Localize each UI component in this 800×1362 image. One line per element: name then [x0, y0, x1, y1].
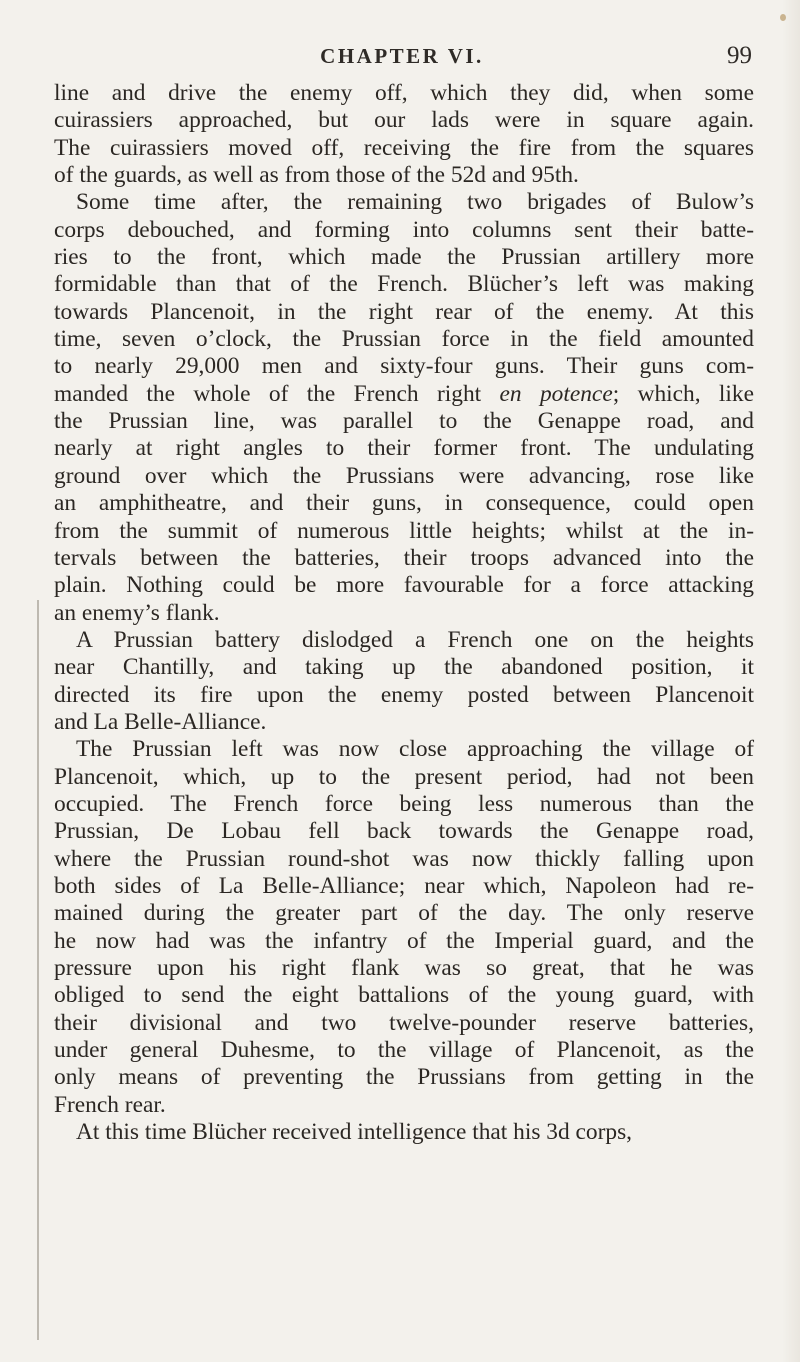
text-run: tervals between the batteries, their troops advanced into the: [54, 544, 754, 571]
text-line: [54, 381, 754, 408]
text-run: ries to the front, which made the Prussian artillery more: [54, 244, 754, 271]
text-run: plain. Nothing could be more favourable for a force attacking: [54, 572, 754, 599]
page-stain: [780, 14, 786, 21]
text-line: [54, 1092, 754, 1119]
text-run: towards Plancenoit, in the right rear of the enemy. At this: [54, 298, 754, 325]
text-line: [54, 572, 754, 599]
body-text: [54, 80, 754, 1146]
text-run: an enemy’s flank.: [54, 599, 220, 626]
text-run: ground over which the Prussians were advancing, rose like: [54, 462, 754, 489]
margin-rule: [37, 600, 39, 1340]
text-run: The cuirassiers moved off, receiving the fire from the squares: [54, 134, 754, 161]
text-line: [54, 736, 754, 763]
text-run: their divisional and two twelve-pounder reserve batteries,: [54, 1009, 754, 1036]
text-run: the Prussian line, was parallel to the Genappe road, and: [54, 408, 754, 435]
text-run: under general Duhesme, to the village of Plancenoit, as the: [54, 1037, 754, 1064]
text-run: At this time Blücher received intelligence that his 3d corps,: [76, 1119, 633, 1146]
text-line: [54, 600, 754, 627]
text-line: [54, 189, 754, 216]
page-header: [52, 44, 752, 74]
text-line: [54, 353, 754, 380]
text-line: [54, 107, 754, 134]
text-run: pressure upon his right flank was so great, that he was: [54, 955, 754, 981]
text-run: Prussian, De Lobau fell back towards the Genappe road,: [54, 818, 754, 845]
text-line: [54, 299, 754, 326]
text-line: [54, 271, 754, 298]
text-line: [54, 217, 754, 244]
text-run: Some time after, the remaining two brigades of Bulow’s: [76, 189, 754, 216]
text-line: [54, 435, 754, 462]
page-number: 99: [727, 42, 752, 69]
text-run: obliged to send the eight battalions of the young guard, with: [54, 982, 754, 1009]
text-line: [54, 654, 754, 681]
text-line: [54, 326, 754, 353]
text-line: [54, 709, 754, 736]
text-line: [54, 463, 754, 490]
text-run: cuirassiers approached, but our lads were in square again.: [54, 107, 754, 134]
text-line: [54, 627, 754, 654]
text-run: A Prussian battery dislodged a French one on the heights: [76, 626, 754, 653]
text-line: [54, 490, 754, 517]
text-run: and La Belle-Alliance.: [54, 708, 267, 735]
text-line: [54, 764, 754, 791]
text-line: [54, 982, 754, 1009]
text-line: [54, 955, 754, 982]
text-run: time, seven o’clock, the Prussian force in the field amounted: [54, 326, 754, 353]
text-line: [54, 682, 754, 709]
text-run: to nearly 29,000 men and sixty-four guns. Their guns com-: [54, 353, 754, 380]
text-run: directed its fire upon the enemy posted between Plancenoit: [54, 681, 754, 708]
text-run: manded the whole of the French right: [54, 380, 482, 407]
text-run: French rear.: [54, 1091, 166, 1118]
text-line: [54, 1010, 754, 1037]
text-line: [54, 545, 754, 572]
text-line: [54, 791, 754, 818]
text-run: where the Prussian round-shot was now thickly falling upon: [54, 845, 754, 872]
text-run: The Prussian left was now close approaching the village of: [76, 736, 754, 763]
text-line: [54, 1119, 754, 1146]
text-run: from the summit of numerous little heights; whilst at the in-: [54, 517, 754, 544]
text-line: [54, 244, 754, 271]
text-run: occupied. The French force being less numerous than the: [54, 790, 754, 817]
text-line: [54, 818, 754, 845]
text-line: [54, 873, 754, 900]
text-run: of the guards, as well as from those of the 52d and 95th.: [54, 162, 579, 189]
text-run: formidable than that of the French. Blücher’s left was making: [54, 271, 754, 298]
text-run: corps debouched, and forming into columns sent their batte-: [54, 216, 754, 243]
text-run: ; which, like: [612, 380, 755, 407]
text-line: [54, 135, 754, 162]
text-run: only means of preventing the Prussians from getting in the: [54, 1064, 754, 1091]
text-run: near Chantilly, and taking up the abandoned position, it: [54, 654, 754, 681]
text-line: [54, 900, 754, 927]
text-line: [54, 518, 754, 545]
italic-phrase: en potence: [499, 380, 613, 407]
text-line: [54, 846, 754, 873]
text-run: line and drive the enemy off, which they did, when some: [54, 80, 754, 106]
text-line: [54, 1037, 754, 1064]
text-line: [54, 928, 754, 955]
text-run: he now had was the infantry of the Imperial guard, and the: [54, 927, 754, 954]
text-line: [54, 162, 754, 189]
text-run: Plancenoit, which, up to the present period, had not been: [54, 763, 754, 790]
running-head: CHAPTER VI.: [320, 44, 484, 68]
text-run: mained during the greater part of the day. The only reserve: [54, 900, 754, 927]
text-run: an amphitheatre, and their guns, in consequence, could open: [54, 490, 754, 517]
text-line: [54, 1064, 754, 1091]
text-run: both sides of La Belle-Alliance; near which, Napoleon had re-: [54, 872, 754, 899]
text-run: nearly at right angles to their former front. The undulating: [54, 435, 754, 462]
text-line: [54, 80, 754, 107]
text-line: [54, 408, 754, 435]
